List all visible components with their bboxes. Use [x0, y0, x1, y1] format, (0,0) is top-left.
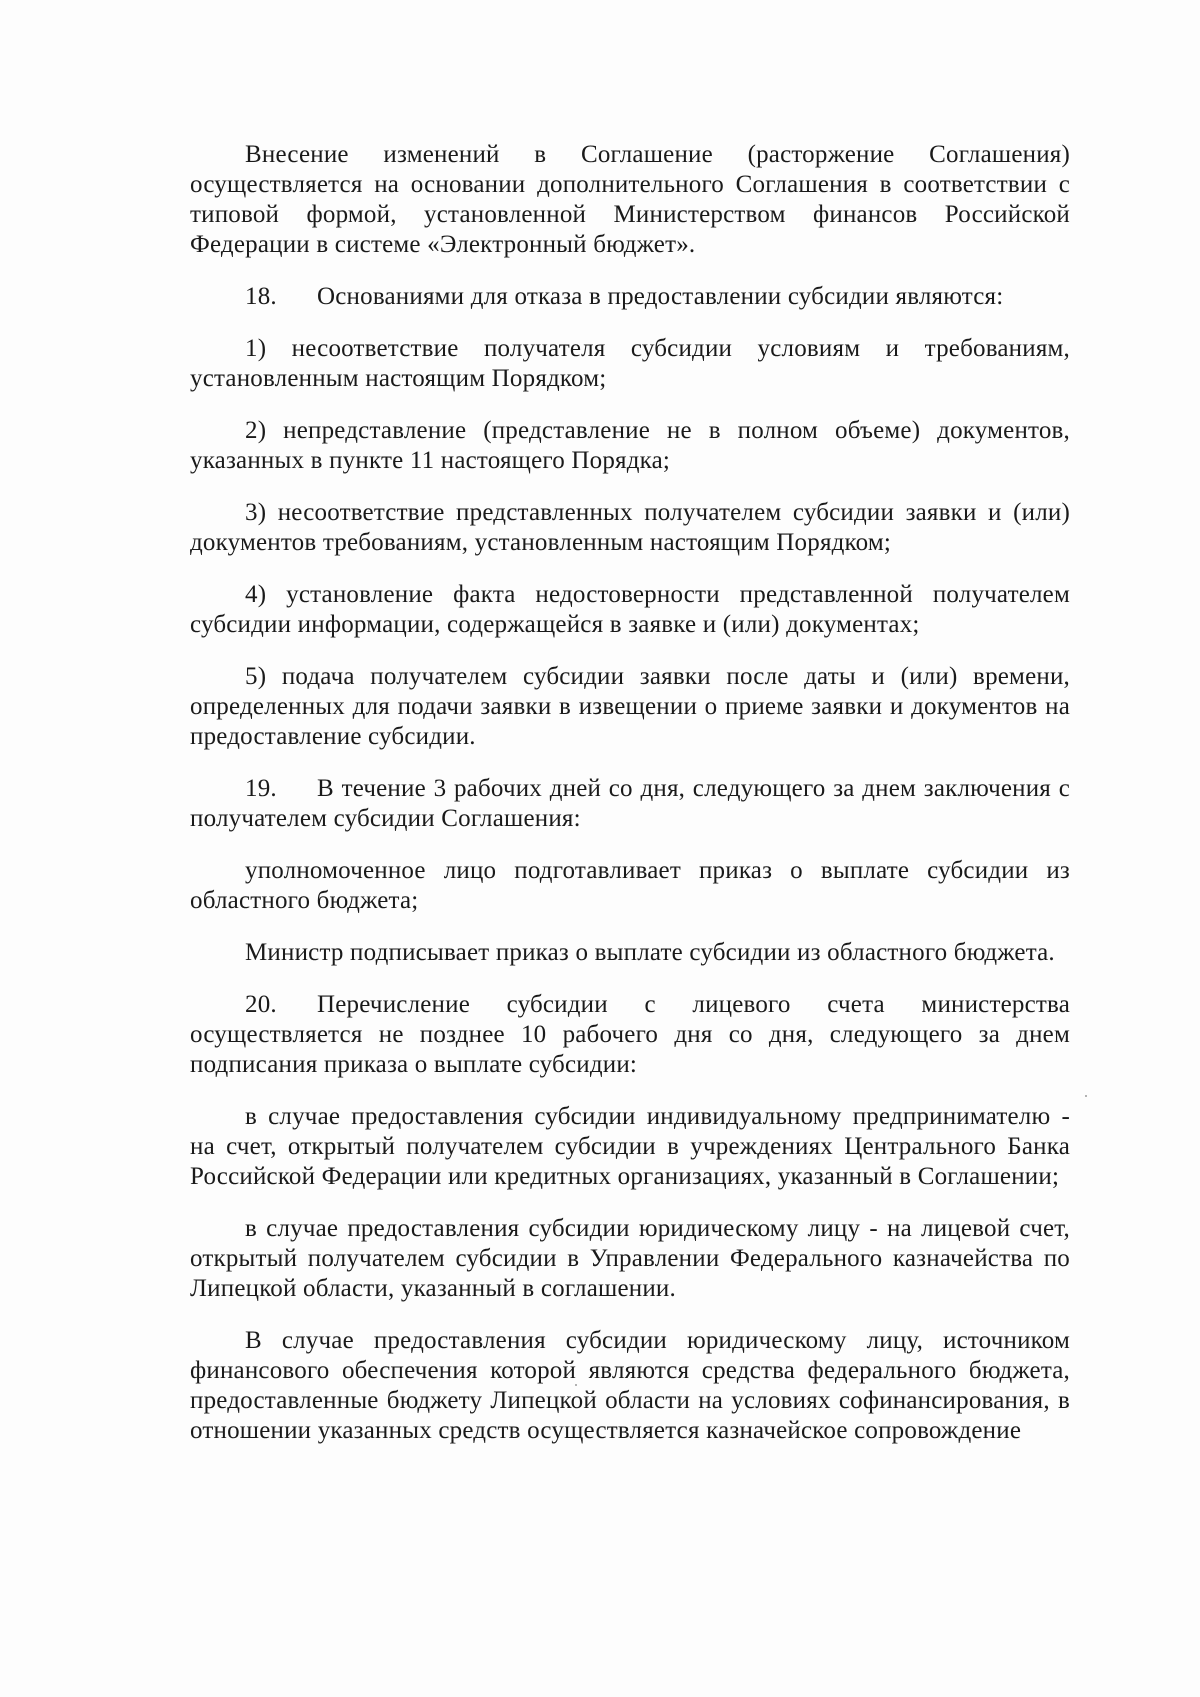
list-item-4: 4) установление факта недостоверности представленной получателем субсидии информации, содержащейся в заявке и (или) документах; — [190, 581, 1070, 638]
clause-number: 18. — [245, 283, 277, 310]
clause-20 — [190, 990, 1070, 1080]
paragraph-entrepreneur-account: в случае предоставления субсидии индивидуальному предпринимателю - на счет, открытый получателем субсидии в учреждениях Центрального Банка Российской Федерации или кредитных организациях, указанный в Соглашении; — [190, 1103, 1070, 1190]
clause-number: 19. — [245, 775, 277, 802]
paragraph-minister-signs: Министр подписывает приказ о выплате субсидии из областного бюджета. — [245, 939, 1055, 966]
clause-18 — [190, 282, 1070, 312]
paragraph-treasury-support: В случае предоставления субсидии юридическому лицу, источником финансового обеспечения которой являются средства федерального бюджета, предоставленные бюджету Липецкой области на условиях софинансирования, в отношении указанных средств осуществляется казначейское сопровождение — [190, 1327, 1070, 1444]
paragraph-agreement-changes: Внесение изменений в Соглашение (расторжение Соглашения) осуществляется на основании дополнительного Соглашения в соответствии с типовой формой, установленной Министерством финансов Российской Федерации в системе «Электронный бюджет». — [190, 141, 1070, 258]
list-item-3: 3) несоответствие представленных получателем субсидии заявки и (или) документов требованиям, установленным настоящим Порядком; — [190, 499, 1070, 556]
clause-number: 20. — [245, 991, 277, 1018]
scan-speck — [575, 1384, 577, 1386]
document-body — [190, 140, 1070, 1446]
clause-text: В течение 3 рабочих дней со дня, следующего за днем заключения с получателем субсидии Соглашения: — [190, 775, 1070, 832]
paragraph-order-preparation: уполномоченное лицо подготавливает приказ о выплате субсидии из областного бюджета; — [190, 857, 1070, 914]
paragraph-legal-entity-account: в случае предоставления субсидии юридическому лицу - на лицевой счет, открытый получателем субсидии в Управлении Федерального казначейства по Липецкой области, указанный в соглашении. — [190, 1215, 1070, 1302]
scan-speck — [1085, 1095, 1087, 1097]
clause-text: Перечисление субсидии с лицевого счета министерства осуществляется не позднее 10 рабочего дня со дня, следующего за днем подписания приказа о выплате субсидии: — [190, 991, 1070, 1078]
list-item-1: 1) несоответствие получателя субсидии условиям и требованиям, установленным настоящим Порядком; — [190, 335, 1070, 392]
clause-text: Основаниями для отказа в предоставлении субсидии являются: — [317, 283, 1004, 310]
list-item-5: 5) подача получателем субсидии заявки после даты и (или) времени, определенных для подачи заявки в извещении о приеме заявки и документов на предоставление субсидии. — [190, 663, 1070, 750]
list-item-2: 2) непредставление (представление не в полном объеме) документов, указанных в пункте 11 настоящего Порядка; — [190, 417, 1070, 474]
clause-19 — [190, 774, 1070, 834]
